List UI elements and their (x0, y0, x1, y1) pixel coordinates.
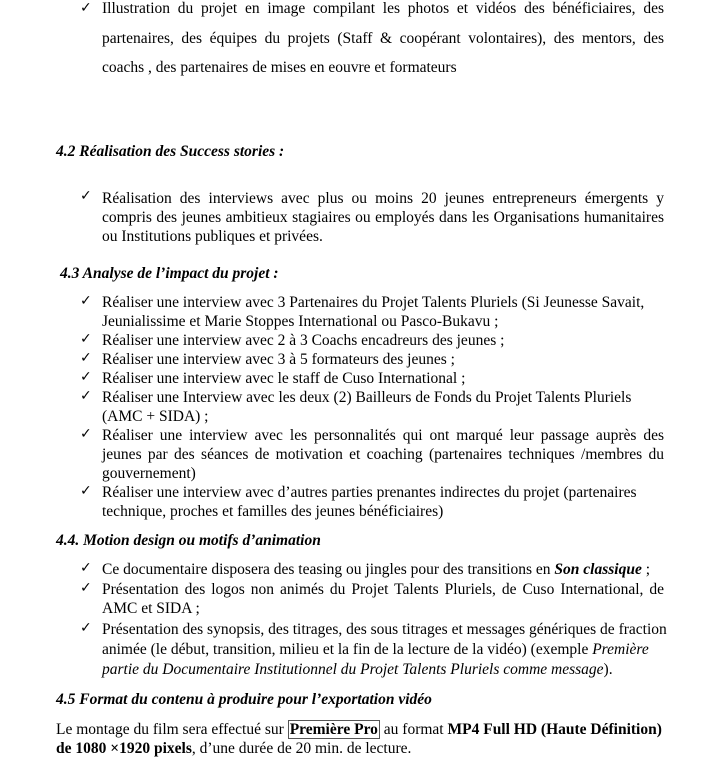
check-icon: ✓ (80, 580, 92, 596)
bullet-line: Réaliser une interview avec 3 à 5 formateurs des jeunes ; (102, 351, 455, 368)
check-icon: ✓ (80, 293, 92, 309)
check-icon: ✓ (80, 426, 92, 442)
emphasis-text: Son classique (554, 561, 642, 578)
bullet-line (102, 661, 613, 679)
bullet-line: partenaires, des équipes du projets (Staff & coopérant volontaires), des mentors, des (102, 30, 664, 47)
bullet-line (102, 561, 650, 579)
bullet-line: Réaliser une interview avec le staff de Cuso International ; (102, 370, 466, 387)
paragraph-text: Le montage du film sera effectué sur (56, 721, 288, 738)
bullet-line: Réalisation des interviews avec plus ou moins 20 jeunes entrepreneurs émergents y (102, 190, 664, 207)
check-icon: ✓ (80, 369, 92, 385)
paragraph-text: , d’une durée de 20 min. de lecture. (191, 740, 412, 757)
bullet-line: coachs , des partenaires de mises en eouvre et formateurs (102, 59, 457, 76)
section-heading: 4.4. Motion design ou motifs d’animation (56, 532, 321, 549)
bullet-line: jeunes par des séances de motivation et coaching (partenaires techniques /membres du (102, 446, 664, 463)
italic-text: partie du Documentaire Institutionnel du Projet Talents Pluriels comme message (102, 661, 604, 678)
check-icon: ✓ (80, 483, 92, 499)
bullet-text: ; (641, 561, 651, 578)
paragraph-line (56, 721, 662, 739)
bullet-line: Réaliser une interview avec 3 Partenaires du Projet Talents Pluriels (Si Jeunesse Savait, (102, 294, 645, 311)
section-heading: 4.5 Format du contenu à produire pour l’exportation vidéo (56, 691, 432, 708)
bullet-text: Ce documentaire disposera des teasing ou jingles pour des transitions en (102, 561, 555, 578)
bullet-text: ). (603, 661, 613, 678)
bullet-line: Réaliser une interview avec d’autres parties prenantes indirectes du projet (partenaires (102, 484, 637, 501)
format-text: MP4 Full HD (Haute Définition) (447, 721, 662, 738)
check-icon: ✓ (80, 188, 92, 204)
bullet-line: gouvernement) (102, 465, 196, 482)
check-icon: ✓ (80, 331, 92, 347)
bullet-line: Jeunialissime et Marie Stoppes International ou Pasco-Bukavu ; (102, 313, 499, 330)
bullet-text: animée (le début, transition, milieu et la fin de la lecture de la vidéo) (exemple (102, 641, 593, 658)
bullet-line: AMC et SIDA ; (102, 600, 200, 617)
bullet-line: (AMC + SIDA) ; (102, 408, 209, 425)
check-icon: ✓ (80, 560, 92, 576)
bullet-line: Illustration du projet en image compilant les photos et vidéos des bénéficiaires, des (102, 0, 664, 17)
bullet-line: Présentation des synopsis, des titrages, des sous titrages et messages génériques de fraction (102, 621, 667, 638)
bullet-line: Réaliser une interview avec 2 à 3 Coachs encadreurs des jeunes ; (102, 332, 505, 349)
section-heading: 4.3 Analyse de l’impact du projet : (60, 265, 279, 282)
bullet-line: compris des jeunes ambitieux stagiaires ou employés dans les Organisations humanitaires (102, 209, 664, 226)
section-heading: 4.2 Réalisation des Success stories : (56, 143, 285, 160)
software-name: Première Pro (289, 721, 378, 738)
paragraph-text: au format (379, 721, 448, 738)
bullet-line: Réaliser une Interview avec les deux (2) Bailleurs de Fonds du Projet Talents Pluriels (102, 389, 632, 406)
italic-text: Première (592, 641, 649, 658)
check-icon: ✓ (80, 0, 92, 16)
check-icon: ✓ (80, 620, 92, 636)
check-icon: ✓ (80, 350, 92, 366)
resolution-text: de 1080 ×1920 pixels (56, 740, 192, 757)
paragraph-line (56, 740, 411, 758)
bullet-line: ou Institutions publiques et privées. (102, 228, 323, 245)
bullet-line: Réaliser une interview avec les personnalités qui ont marqué leur passage auprès des (102, 427, 664, 444)
check-icon: ✓ (80, 388, 92, 404)
bullet-line: Présentation des logos non animés du Projet Talents Pluriels, de Cuso International, de (102, 581, 664, 598)
bullet-line: technique, proches et familles des jeunes bénéficiaires) (102, 503, 444, 520)
bullet-line (102, 641, 649, 659)
